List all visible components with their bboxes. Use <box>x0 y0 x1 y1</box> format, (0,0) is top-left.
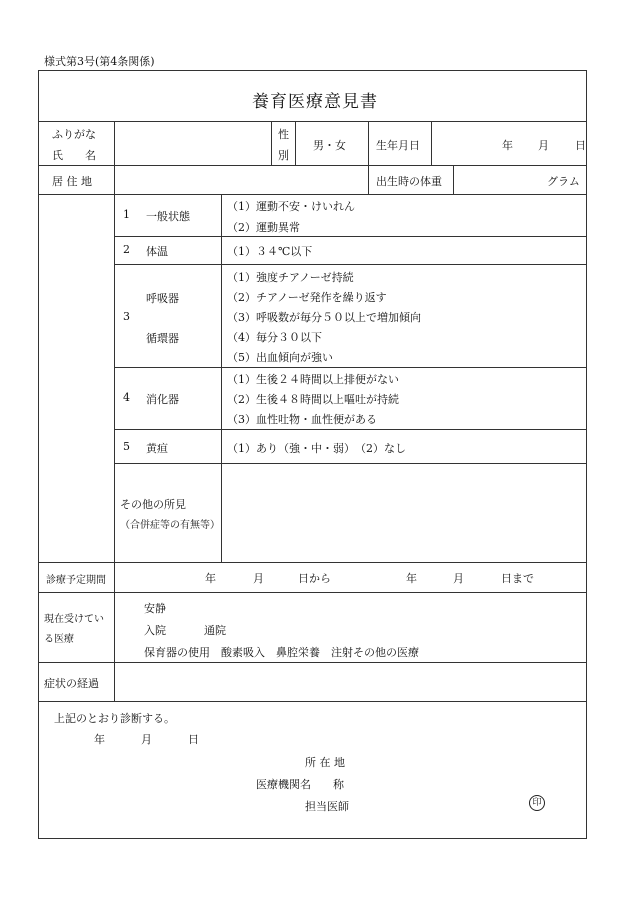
current-care-label-1: 現在受けてい <box>44 614 104 625</box>
schedule-to-year[interactable]: 年 <box>406 572 417 585</box>
rule-sym4-bottom <box>114 429 587 430</box>
symptom-4-number: 4 <box>123 391 130 404</box>
birth-date-label: 生年月日 <box>376 139 420 152</box>
doctor-label: 担当医師 <box>305 800 349 813</box>
name-input[interactable] <box>116 123 269 163</box>
schedule-label: 診療予定期間 <box>46 575 106 586</box>
rule-care-col <box>114 592 115 662</box>
rule-label-col <box>114 121 115 194</box>
rule-progress-bottom <box>38 701 587 702</box>
care-rest[interactable]: 安静 <box>144 602 166 615</box>
schedule-from-year[interactable]: 年 <box>205 572 216 585</box>
symptom-3-item-3: （3）呼吸数が毎分５０以上で増加傾向 <box>227 311 421 324</box>
sex-label-2: 別 <box>278 149 289 162</box>
symptom-4-item-3: （3）血性吐物・血性便がある <box>227 413 377 426</box>
rule-progress-col <box>114 662 115 701</box>
declaration-month[interactable]: 月 <box>141 733 152 746</box>
rule-name-bottom <box>38 165 587 166</box>
schedule-from-day[interactable]: 日から <box>298 572 331 585</box>
declaration-year[interactable]: 年 <box>94 733 105 746</box>
care-inpatient[interactable]: 入院 <box>144 624 166 637</box>
sex-options[interactable]: 男・女 <box>313 139 346 152</box>
symptom-3-item-4: （4）毎分３０以下 <box>227 331 322 344</box>
symptom-3-label-1: 呼吸器 <box>146 292 179 305</box>
rule-sym5-bottom <box>114 463 587 464</box>
rule-symptom-col <box>114 194 115 562</box>
declaration-day[interactable]: 日 <box>188 733 199 746</box>
rule-schedule-col <box>114 562 115 592</box>
symptom-2-item-1: （1）３４℃以下 <box>227 245 313 258</box>
birth-weight-label: 出生時の体重 <box>376 175 442 188</box>
rule-detail-col <box>221 194 222 562</box>
symptom-5-number: 5 <box>123 440 130 453</box>
institution-label: 医療機関名 称 <box>256 778 344 791</box>
current-care-label-2: る医療 <box>44 634 74 645</box>
schedule-to-day[interactable]: 日まで <box>501 572 534 585</box>
rule-sym3-bottom <box>114 367 587 368</box>
rule-weight-right <box>453 165 454 194</box>
symptom-3-item-5: （5）出血傾向が強い <box>227 351 333 364</box>
rule-findings-bottom <box>38 562 587 563</box>
care-outpatient[interactable]: 通院 <box>204 624 226 637</box>
birth-day[interactable]: 日 <box>575 139 586 152</box>
rule-sex-right <box>295 121 296 165</box>
seal-icon: 印 <box>529 795 545 811</box>
symptom-3-label-2: 循環器 <box>146 332 179 345</box>
address-label: 居 住 地 <box>52 175 92 188</box>
other-findings-input[interactable] <box>223 466 585 560</box>
rule-care-bottom <box>38 662 587 663</box>
other-findings-label: その他の所見 <box>120 498 186 511</box>
symptom-1-number: 1 <box>123 208 130 221</box>
symptom-1-label: 一般状態 <box>146 210 190 223</box>
address-input[interactable] <box>116 167 366 192</box>
rule-birth-left <box>368 121 369 194</box>
symptom-3-number: 3 <box>123 310 130 323</box>
symptom-4-item-1: （1）生後２４時間以上排便がない <box>227 373 399 386</box>
rule-sym1-bottom <box>114 236 587 237</box>
rule-address-bottom <box>38 194 587 195</box>
symptom-1-item-2: （2）運動異常 <box>227 221 300 234</box>
location-label: 所 在 地 <box>305 756 345 769</box>
sex-label-1: 性 <box>278 128 289 141</box>
symptom-4-item-2: （2）生後４８時間以上嘔吐が持続 <box>227 393 399 406</box>
progress-label: 症状の経過 <box>44 677 99 690</box>
rule-title-bottom <box>38 121 587 122</box>
rule-schedule-bottom <box>38 592 587 593</box>
schedule-to-month[interactable]: 月 <box>453 572 464 585</box>
symptom-4-label: 消化器 <box>146 393 179 406</box>
birth-year[interactable]: 年 <box>502 139 513 152</box>
birth-month[interactable]: 月 <box>538 139 549 152</box>
declaration-text: 上記のとおり診断する。 <box>54 712 175 725</box>
schedule-from-month[interactable]: 月 <box>253 572 264 585</box>
rule-sex-left <box>271 121 272 165</box>
rule-sym2-bottom <box>114 264 587 265</box>
rule-birth-right <box>431 121 432 165</box>
care-treatments[interactable]: 保育器の使用 酸素吸入 鼻腔栄養 注射その他の医療 <box>144 646 419 659</box>
name-label: 氏 名 <box>52 149 96 162</box>
other-findings-sub: （合併症等の有無等） <box>120 520 220 531</box>
symptom-5-item-1[interactable]: （1）あり（強・中・弱） （2）なし <box>227 442 406 455</box>
form-number: 様式第3号(第4条関係) <box>44 55 155 68</box>
symptom-2-label: 体温 <box>146 245 168 258</box>
symptom-2-number: 2 <box>123 243 130 256</box>
symptom-3-item-2: （2）チアノーゼ発作を繰り返す <box>227 291 387 304</box>
gram-unit: グラム <box>547 175 580 188</box>
progress-input[interactable] <box>116 664 585 699</box>
form-title: 養育医療意見書 <box>252 92 378 112</box>
symptom-5-label: 黄疸 <box>146 442 168 455</box>
furigana-label: ふりがな <box>52 128 96 141</box>
symptom-3-item-1: （1）強度チアノーゼ持続 <box>227 271 354 284</box>
symptom-1-item-1: （1）運動不安・けいれん <box>227 200 355 213</box>
